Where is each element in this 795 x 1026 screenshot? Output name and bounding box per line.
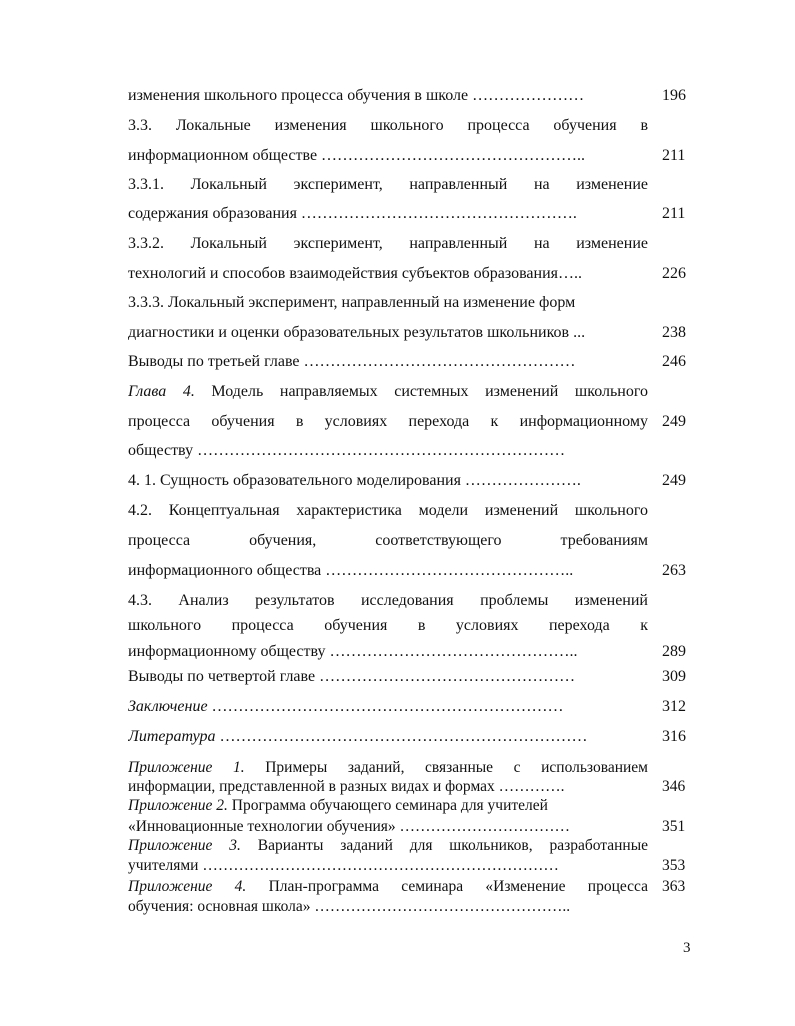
page-number: 3 xyxy=(683,940,691,956)
toc-page-number: 226 xyxy=(662,265,686,282)
toc-line: обществу …………………………………………………………… xyxy=(128,442,566,459)
toc-page-number: 211 xyxy=(662,205,686,222)
appendix-label: Приложение 4. xyxy=(128,878,247,895)
toc-line: информационному обществу ……………………………………….. xyxy=(128,643,578,660)
toc-line: диагностики и оценки образовательных результатов школьников ... xyxy=(128,324,586,341)
toc-line: школьного процесса обучения в условиях перехода к xyxy=(128,617,648,634)
toc-line: 3.3. Локальные изменения школьного процесса обучения в xyxy=(128,117,648,134)
toc-page-number: 289 xyxy=(662,643,686,660)
toc-page-number: 351 xyxy=(662,818,686,835)
toc-page-number: 309 xyxy=(662,668,686,685)
toc-page-number: 312 xyxy=(662,698,686,715)
appendix-label: Приложение 1. xyxy=(128,759,245,776)
toc-line: обучения: основная школа» ………………………………………….. xyxy=(128,898,571,915)
toc-line: «Инновационные технологии обучения» …………………………… xyxy=(128,818,571,835)
toc-line: Выводы по четвертой главе ………………………………………… xyxy=(128,668,576,685)
toc-line: Приложение 2. Программа обучающего семинара для учителей xyxy=(128,797,548,814)
toc-line: технологий и способов взаимодействия субъектов образования….. xyxy=(128,265,582,282)
chapter-label: Глава 4. xyxy=(128,383,195,400)
toc-line: информации, представленной в разных видах и формах …………. xyxy=(128,778,565,795)
appendix-label: Приложение 3. xyxy=(128,837,241,854)
toc-line: содержания образования ……………………………………………. xyxy=(128,205,577,222)
toc-line: информационном обществе ………………………………………….. xyxy=(128,147,586,164)
toc-line: 3.3.3. Локальный эксперимент, направленный на изменение форм xyxy=(128,294,576,311)
toc-line: процесса обучения, соответствующего требованиям xyxy=(128,532,648,549)
toc-line: Приложение 3. Варианты заданий для школьников, разработанные xyxy=(128,837,648,854)
toc-page-number: 363 xyxy=(662,878,686,895)
toc-page-number: 316 xyxy=(662,728,686,745)
conclusion-label: Заключение xyxy=(128,698,208,715)
toc-page-number: 196 xyxy=(662,87,686,104)
toc-page-number: 249 xyxy=(662,413,686,430)
toc-line: 3.3.2. Локальный эксперимент, направленный на изменение xyxy=(128,235,648,252)
toc-page-number: 263 xyxy=(662,562,686,579)
toc-line: процесса обучения в условиях перехода к информационному xyxy=(128,413,648,430)
toc-line: Литература …………………………………………………………… xyxy=(128,728,588,745)
toc-line: Приложение 1. Примеры заданий, связанные с использованием xyxy=(128,759,648,776)
toc-line: информационного общества ……………………………………….. xyxy=(128,562,574,579)
toc-line: Приложение 4. План-программа семинара «Изменение процесса xyxy=(128,878,648,895)
toc-page-number: 246 xyxy=(662,353,686,370)
toc-page-number: 211 xyxy=(662,147,686,164)
toc-line: изменения школьного процесса обучения в школе ………………… xyxy=(128,87,585,104)
toc-line: 4.3. Анализ результатов исследования проблемы изменений xyxy=(128,592,648,609)
toc-line: 4.2. Концептуальная характеристика модели изменений школьного xyxy=(128,502,648,519)
toc-page-number: 353 xyxy=(662,857,686,874)
toc-page-number: 249 xyxy=(662,472,686,489)
toc-page-number: 346 xyxy=(662,778,686,795)
toc-line: 4. 1. Сущность образовательного моделирования …………………. xyxy=(128,472,581,489)
toc-line: учителями …………………………………………………………… xyxy=(128,857,559,874)
toc-line: Глава 4. Модель направляемых системных изменений школьного xyxy=(128,383,648,400)
toc-line: Выводы по третьей главе …………………………………………… xyxy=(128,353,576,370)
literature-label: Литература xyxy=(128,728,216,745)
toc-line: 3.3.1. Локальный эксперимент, направленный на изменение xyxy=(128,176,648,193)
toc-line: Заключение ………………………………………………………… xyxy=(128,698,564,715)
toc-page-number: 238 xyxy=(662,324,686,341)
appendix-label: Приложение 2. xyxy=(128,797,228,814)
